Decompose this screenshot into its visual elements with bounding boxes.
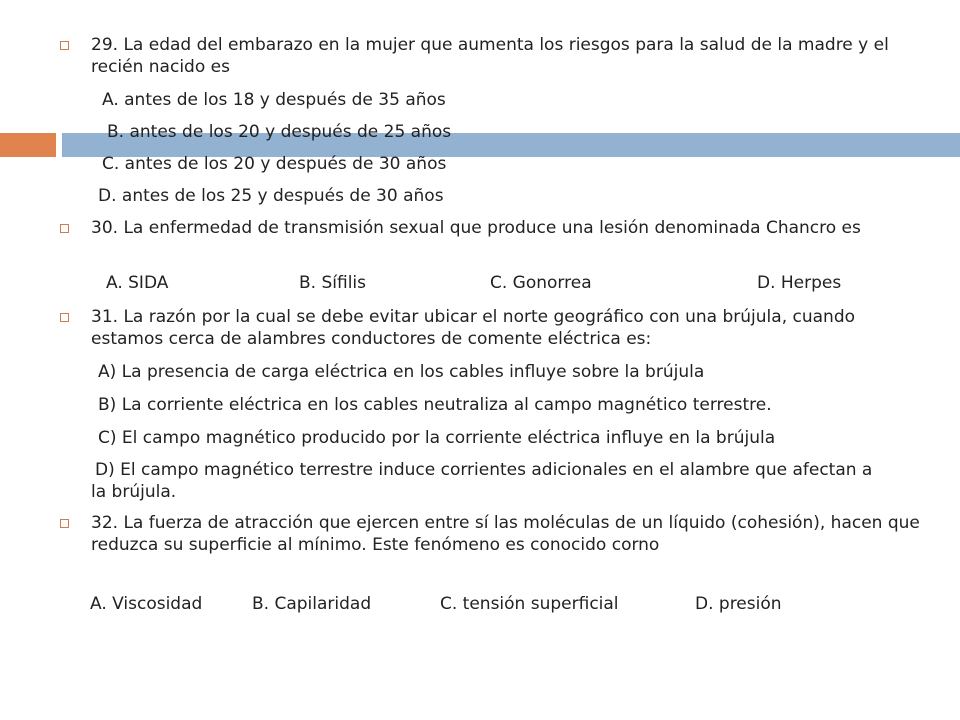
bullet-square-icon (60, 224, 69, 233)
q32-option-b: B. Capilaridad (252, 594, 372, 614)
q30-option-c: C. Gonorrea (490, 273, 592, 293)
question-31: 31. La razón por la cual se debe evitar ubicar el norte geográfico con una brújula, cuando estamos cerca de alambres conductores de comente eléctrica es: (91, 307, 856, 349)
q30-option-d: D. Herpes (757, 273, 842, 293)
question-32: 32. La fuerza de atracción que ejercen entre sí las moléculas de un líquido (cohesión), hacen que reduzca su superficie al mínimo. Este fenómeno es conocido corno (91, 513, 920, 555)
bullet-square-icon (60, 519, 69, 528)
q29-option-c: C. antes de los 20 y después de 30 años (102, 154, 447, 174)
q31-option-b: B) La corriente eléctrica en los cables neutraliza al campo magnético terrestre. (98, 395, 772, 415)
q31-option-c: C) El campo magnético producido por la corriente eléctrica influye en la brújula (98, 428, 776, 448)
q29-option-b: B. antes de los 20 y después de 25 años (107, 122, 452, 142)
q30-option-b: B. Sífilis (299, 273, 366, 293)
question-29: 29. La edad del embarazo en la mujer que aumenta los riesgos para la salud de la madre y el recién nacido es (91, 35, 889, 77)
q29-option-d: D. antes de los 25 y después de 30 años (98, 186, 444, 206)
bullet-square-icon (60, 41, 69, 50)
q31-option-a: A) La presencia de carga eléctrica en los cables influye sobre la brújula (98, 362, 705, 382)
q32-option-c: C. tensión superficial (440, 594, 619, 614)
q32-option-d: D. presión (695, 594, 782, 614)
q29-option-a: A. antes de los 18 y después de 35 años (102, 90, 446, 110)
q30-option-a: A. SIDA (106, 273, 169, 293)
q31-option-d: D) El campo magnético terrestre induce corrientes adicionales en el alambre que afectan a la brújula. (91, 460, 873, 502)
bullet-square-icon (60, 313, 69, 322)
q32-option-a: A. Viscosidad (90, 594, 203, 614)
question-30: 30. La enfermedad de transmisión sexual que produce una lesión denominada Chancro es (91, 218, 861, 238)
